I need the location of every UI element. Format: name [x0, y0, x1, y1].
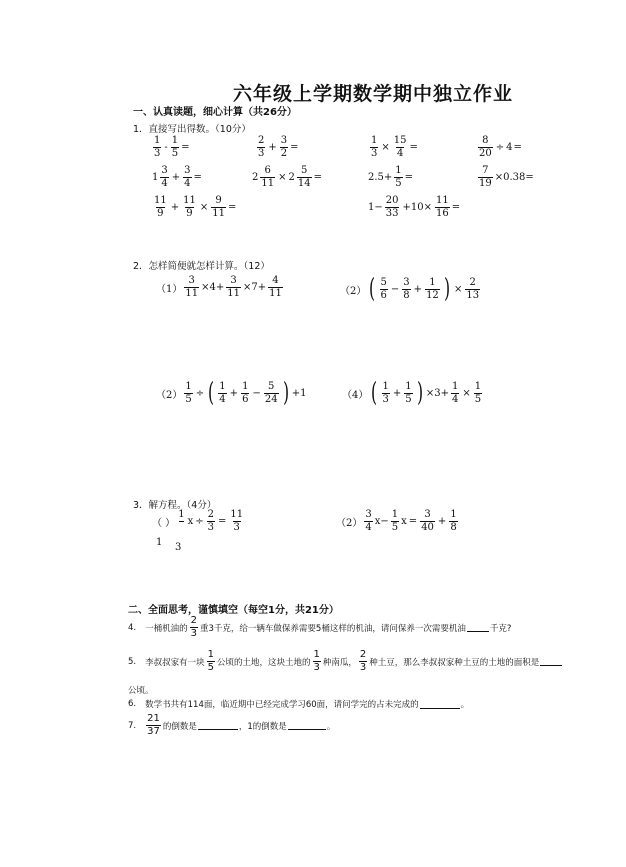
q1-item-10: 1− $\frac{20}{33}$ +10× $\frac{11}{16}$ = [368, 195, 461, 219]
q2-label: 2．怎样简便就怎样计算。（12） [133, 261, 270, 272]
section2-heading: 二、全面思考，谨慎填空（每空1分，共21分） [128, 605, 339, 616]
q1-item-2: $\frac{2}{3}$ + $\frac{3}{2}$ = [258, 135, 299, 159]
q1-item-5: 1 $\frac{3}{4}$ + $\frac{3}{4}$ = [152, 165, 202, 189]
q1-label: 1．直接写出得数。（10分） [133, 124, 251, 135]
q3-equation-1: （ ） 1 x ÷ $\frac{2}{3}$ = $\frac{11}{3}$ [152, 509, 244, 533]
question-6: 6. 数学书共有114面，临近期中已经完成学习60面，请问学完的占未完成的 。 [128, 699, 470, 710]
page-title: 六年级上学期数学期中独立作业 [233, 83, 514, 105]
q1-item-8: $\frac{7}{19}$ ×0.38= [479, 165, 534, 189]
question-5-unit: 公顷。 [128, 686, 154, 696]
q2-problem-4: （4） ( $\frac{1}{3}$ + $\frac{1}{5}$ ) ×3+ $\frac{1}{4}$ × $\frac{1}{5}$ [342, 378, 482, 408]
q3-equation-2: （2） $\frac{3}{4}$ x− $\frac{1}{5}$ x = $\frac{3}{40}$ + $\frac{1}{8}$ [336, 509, 457, 533]
q3-stray-digit-2: 3 [175, 542, 182, 553]
question-4: 4. 一桶机油的 $\frac{2}{3}$ 重3千克，给一辆车做保养需要5桶这样的机油，请问保养一次需要机油 千克? [128, 615, 512, 639]
q3-label: 3．解方程。（4分） [133, 500, 217, 511]
q1-item-7: 2.5+ $\frac{1}{5}$ = [368, 165, 414, 189]
question-7: 7. $\frac{21}{37}$ 的倒数是 ，1的倒数是 。 [128, 713, 336, 737]
q1-item-6: 2 $\frac{6}{11}$ × 2 $\frac{5}{14}$ = [252, 165, 322, 189]
question-5: 5. 李叔叔家有一块 $\frac{1}{5}$ 公顷的土地，这块土地的 $\frac{1}{3}$ 种南瓜， $\frac{2}{3}$ 种土豆，那么李叔叔家种土豆的土地的面积是 [128, 650, 562, 673]
q2-problem-2: （2） ( $\frac{5}{6}$ − $\frac{3}{8}$ + $\frac{1}{12}$ ) × $\frac{2}{13}$ [340, 274, 480, 304]
q1-item-1: $\frac{1}{3}$ - $\frac{1}{5}$ = [154, 135, 190, 159]
q1-item-4: $\frac{8}{20}$ ÷ 4 = [479, 135, 522, 159]
section1-heading: 一、认真读题，细心计算（共26分） [133, 107, 297, 118]
q3-stray-digit-1: 1 [156, 537, 163, 548]
q2-problem-1: （1） $\frac{3}{11}$ ×4+ $\frac{3}{11}$ ×7+ $\frac{4}{11}$ [156, 275, 282, 299]
q1-item-9: $\frac{11}{9}$ + $\frac{11}{9}$ × $\frac{9}{11}$ = [154, 195, 237, 219]
q2-problem-3: （2） $\frac{1}{5}$ ÷ ( $\frac{1}{4}$ + $\frac{1}{6}$ − $\frac{5}{24}$ ) +1 [156, 378, 307, 408]
q1-item-3: $\frac{1}{3}$ × $\frac{15}{4}$ = [371, 135, 418, 159]
